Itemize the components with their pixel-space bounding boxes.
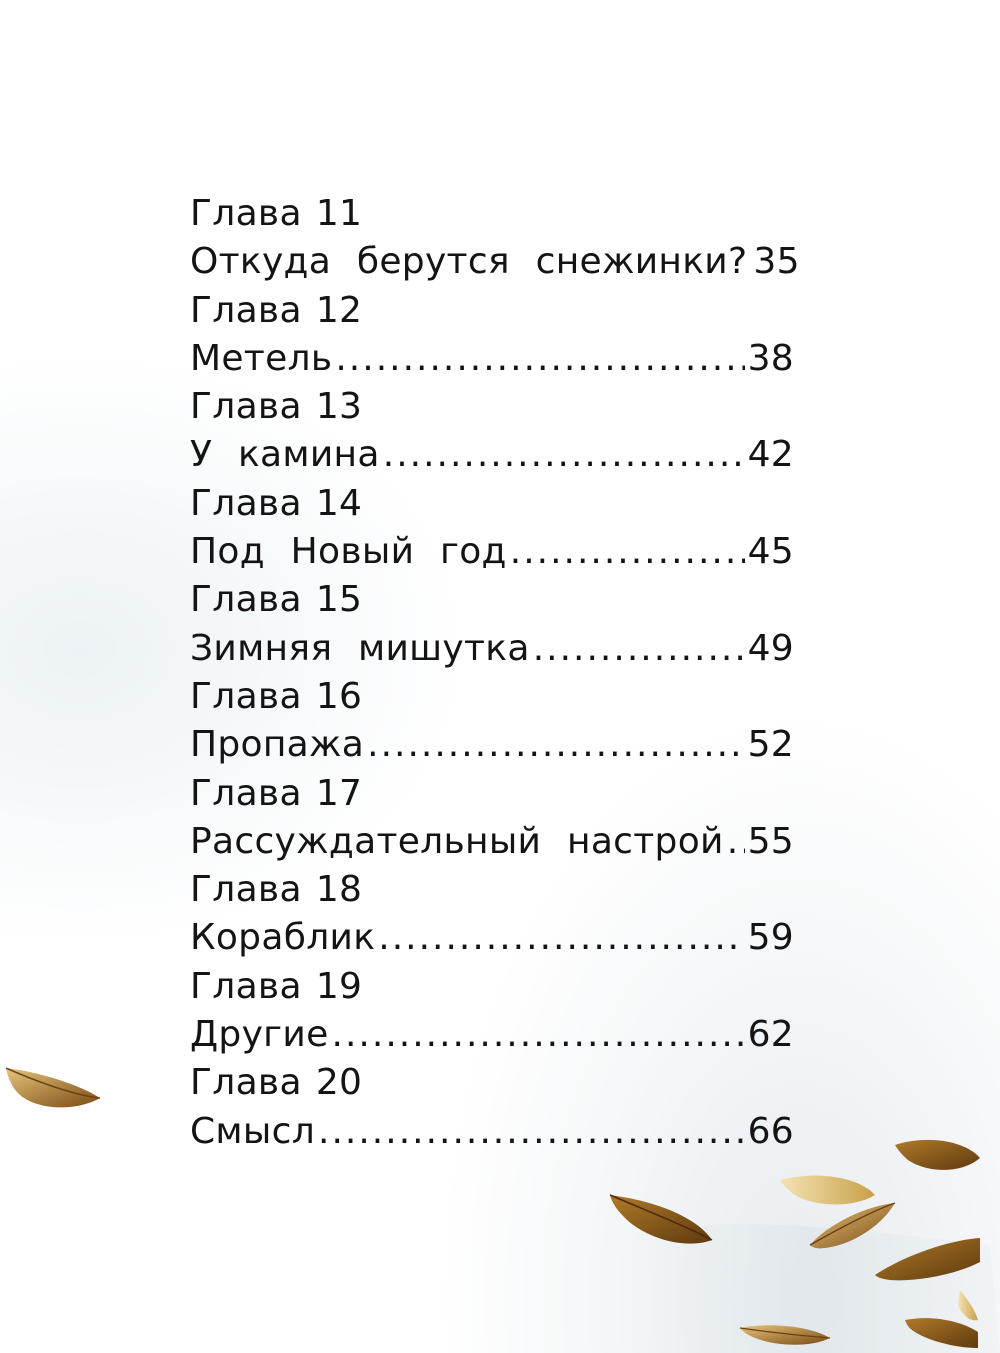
toc-entry xyxy=(190,335,794,383)
chapter-number: 19 xyxy=(315,965,363,1007)
dot-leader xyxy=(727,818,745,866)
falling-leaf-icon xyxy=(780,1176,875,1205)
table-of-contents xyxy=(190,190,800,1156)
dot-leader xyxy=(533,625,745,673)
toc-entry xyxy=(190,914,794,962)
chapter-label: Глава xyxy=(190,1062,302,1104)
dot-leader xyxy=(510,528,745,576)
toc-entry xyxy=(190,818,794,866)
chapter-label: Глава xyxy=(190,579,302,621)
chapter-label: Глава xyxy=(190,193,302,234)
page-number: 66 xyxy=(747,1110,794,1152)
chapter-heading xyxy=(190,576,794,624)
chapter-number: 20 xyxy=(315,1062,363,1104)
chapter-title: Метель xyxy=(190,337,333,379)
dot-leader xyxy=(332,1011,745,1059)
chapter-number: 17 xyxy=(315,772,363,814)
chapter-label: Глава xyxy=(190,289,302,331)
chapter-number: 11 xyxy=(315,193,363,234)
dot-leader xyxy=(383,431,745,479)
page-number: 62 xyxy=(747,1014,794,1056)
chapter-number: 13 xyxy=(315,386,363,428)
toc-entry xyxy=(190,238,800,286)
chapter-label: Глава xyxy=(190,869,302,911)
chapter-number: 14 xyxy=(315,482,363,524)
dot-leader xyxy=(318,1108,745,1156)
toc-entry xyxy=(190,721,794,769)
page-number: 38 xyxy=(747,337,794,379)
dot-leader xyxy=(367,721,744,769)
falling-leaf-icon xyxy=(610,1195,712,1244)
chapter-number: 15 xyxy=(315,579,363,621)
chapter-number: 16 xyxy=(315,675,363,717)
toc-entry xyxy=(190,431,794,479)
page-number: 49 xyxy=(747,627,794,669)
chapter-label: Глава xyxy=(190,386,302,428)
chapter-heading xyxy=(190,190,794,238)
chapter-number: 18 xyxy=(315,869,363,911)
chapter-title: У камина xyxy=(190,434,380,476)
page-number: 55 xyxy=(747,820,794,862)
chapter-label: Глава xyxy=(190,675,302,717)
chapter-heading xyxy=(190,963,794,1011)
chapter-heading xyxy=(190,480,794,528)
page-number: 35 xyxy=(753,241,800,283)
chapter-title: Откуда берутся снежинки? xyxy=(190,241,748,283)
dot-leader xyxy=(378,914,744,962)
chapter-title: Другие xyxy=(190,1014,329,1056)
toc-entry xyxy=(190,1011,794,1059)
chapter-heading xyxy=(190,673,794,721)
chapter-title: Рассуждательный настрой xyxy=(190,820,724,862)
page-number: 52 xyxy=(747,724,794,766)
chapter-title: Пропажа xyxy=(190,724,365,766)
chapter-label: Глава xyxy=(190,772,302,814)
chapter-heading xyxy=(190,383,794,431)
page-number: 45 xyxy=(747,531,794,573)
page-number: 42 xyxy=(747,434,794,476)
chapter-title: Под Новый год xyxy=(190,531,507,573)
falling-leaf-icon xyxy=(895,1140,980,1170)
chapter-heading xyxy=(190,287,794,335)
chapter-title: Зимняя мишутка xyxy=(190,627,530,669)
chapter-title: Кораблик xyxy=(190,917,376,959)
toc-entry xyxy=(190,1108,794,1156)
toc-entry xyxy=(190,528,794,576)
chapter-heading xyxy=(190,866,794,914)
chapter-label: Глава xyxy=(190,965,302,1007)
chapter-title: Смысл xyxy=(190,1110,316,1152)
chapter-number: 12 xyxy=(315,289,363,331)
chapter-label: Глава xyxy=(190,482,302,524)
chapter-heading xyxy=(190,770,794,818)
chapter-heading xyxy=(190,1059,794,1107)
page-number: 59 xyxy=(747,917,794,959)
dot-leader xyxy=(335,335,744,383)
toc-entry xyxy=(190,625,794,673)
falling-leaf-icon xyxy=(6,1068,100,1107)
